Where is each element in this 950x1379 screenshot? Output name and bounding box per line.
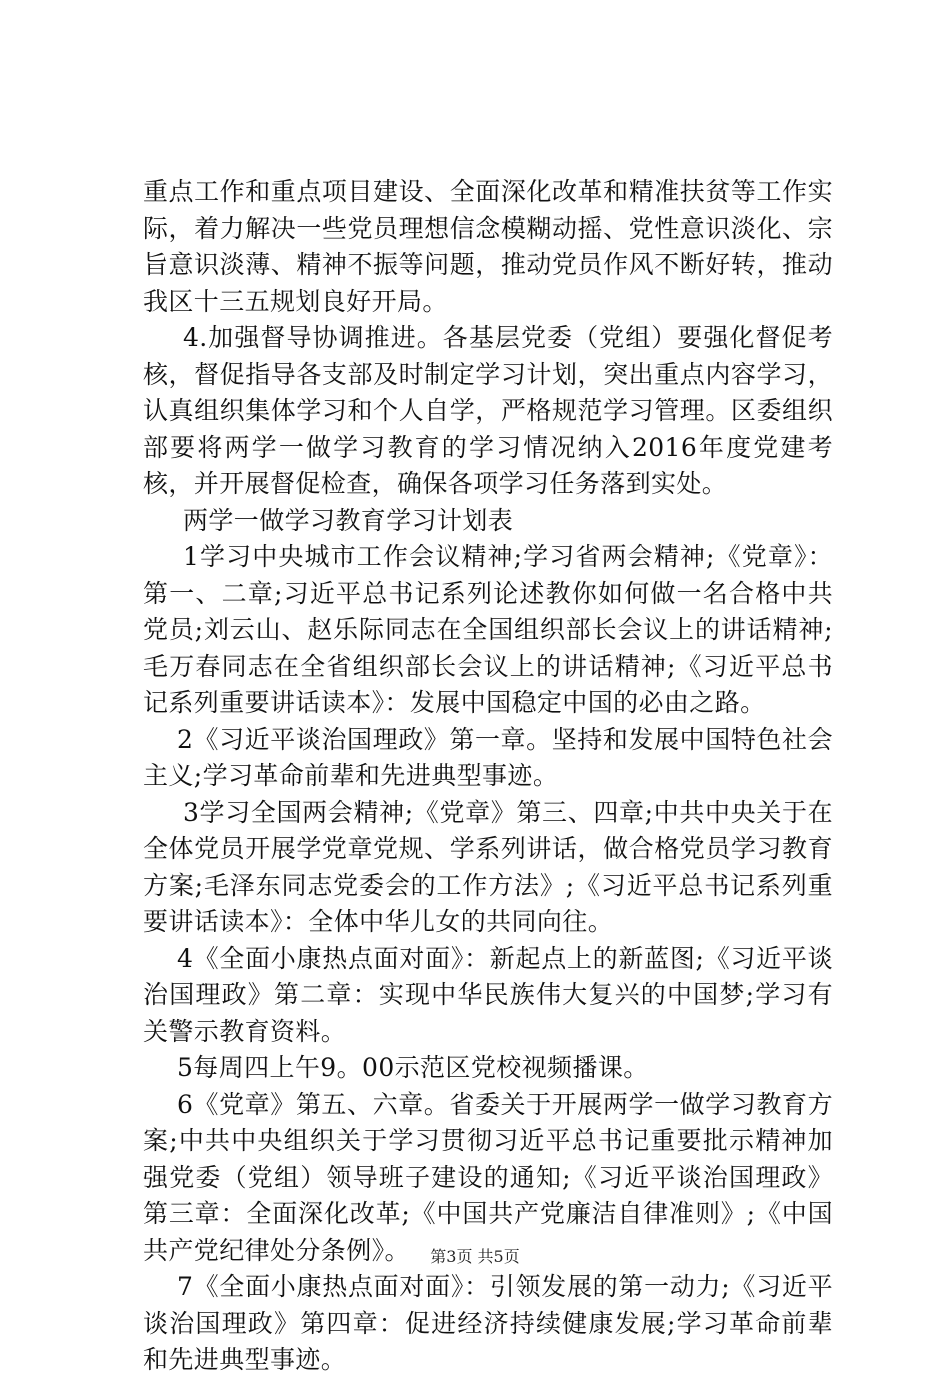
plan-item-1: 1学习中央城市工作会议精神;学习省两会精神;《党章》：第一、二章;习近平总书记系列论述教你如何做一名合格中共党员;刘云山、赵乐际同志在全国组织部长会议上的讲话精神;毛万春同志在全省组织部长会议上的讲话精神;《习近平总书记系列重要讲话读本》：发展中国稳定中国的必由之路。 <box>143 542 833 717</box>
plan-item-2: 2《习近平谈治国理政》第一章。坚持和发展中国特色社会主义;学习革命前辈和先进典型事迹。 <box>143 724 833 790</box>
page-footer: 第3页 共5页 <box>430 1247 520 1266</box>
plan-item-4: 4《全面小康热点面对面》：新起点上的新蓝图;《习近平谈治国理政》第二章：实现中华民族伟大复兴的中国梦;学习有关警示教育资料。 <box>143 943 833 1046</box>
plan-table-title: 两学一做学习教育学习计划表 <box>183 505 514 535</box>
plan-item-3: 3学习全国两会精神;《党章》第三、四章;中共中央关于在全体党员开展学党章党规、学系列讲话，做合格党员学习教育方案;毛泽东同志党委会的工作方法》;《习近平总书记系列重要讲话读本》：全体中华儿女的共同向往。 <box>143 797 833 936</box>
paragraph-continuation: 重点工作和重点项目建设、全面深化改革和精准扶贫等工作实际，着力解决一些党员理想信念模糊动摇、党性意识淡化、宗旨意识淡薄、精神不振等问题，推动党员作风不断好转，推动我区十三五规划良好开局。 <box>143 177 833 316</box>
plan-item-7: 7《全面小康热点面对面》：引领发展的第一动力;《习近平谈治国理政》第四章：促进经济持续健康发展;学习革命前辈和先进典型事迹。 <box>143 1272 833 1374</box>
plan-item-6: 6《党章》第五、六章。省委关于开展两学一做学习教育方案;中共中央组织关于学习贯彻习近平总书记重要批示精神加强党委（党组）领导班子建设的通知;《习近平谈治国理政》第三章：全面深化改革;《中国共产党廉洁自律准则》;《中国共产党纪律处分条例》。 <box>143 1089 833 1265</box>
plan-item-5: 5每周四上午9。00示范区党校视频播课。 <box>177 1053 649 1082</box>
paragraph-item-4: 4.加强督导协调推进。各基层党委（党组）要强化督促考核，督促指导各支部及时制定学习计划，突出重点内容学习，认真组织集体学习和个人自学，严格规范学习管理。区委组织部要将两学一做学习教育的学习情况纳入2016年度党建考核，并开展督促检查，确保各项学习任务落到实处。 <box>143 323 833 498</box>
document-body <box>143 174 833 1379</box>
